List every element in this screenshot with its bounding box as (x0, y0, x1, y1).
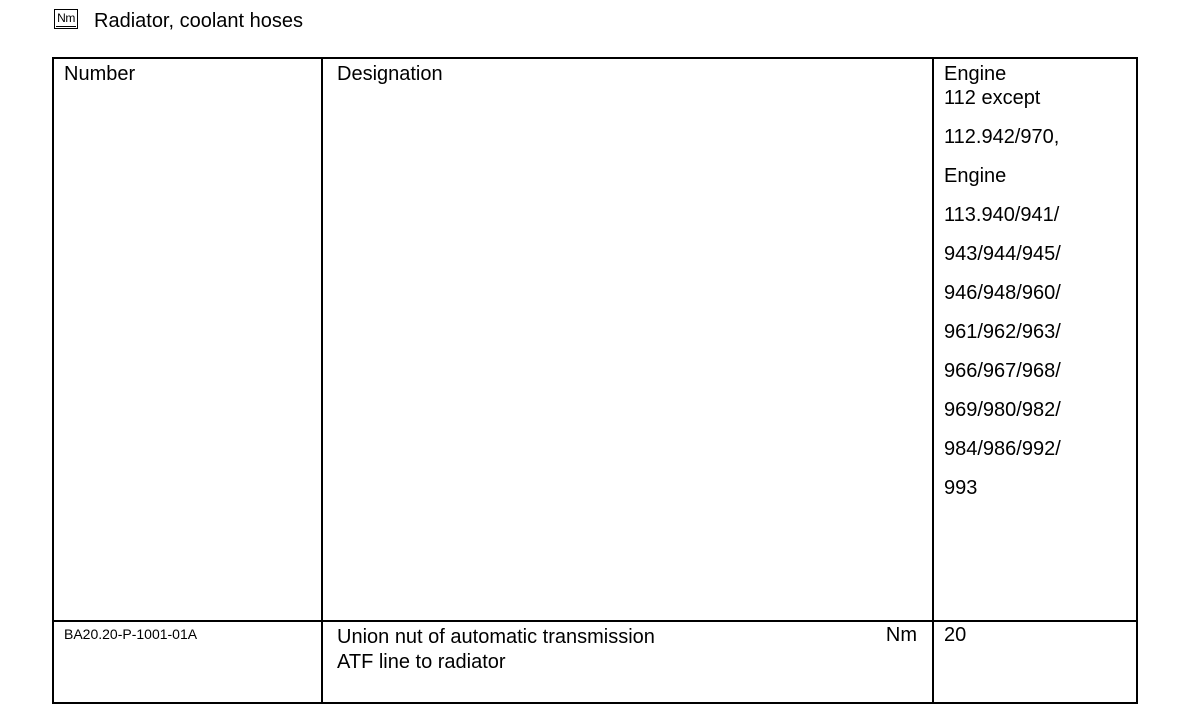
torque-value: 20 (944, 624, 967, 646)
torque-spec-table (52, 57, 1138, 704)
engine-line: 946/948/960/ (944, 282, 1061, 304)
engine-line: 961/962/963/ (944, 321, 1061, 343)
designation-line-2: ATF line to radiator (337, 651, 506, 673)
header-cell-engine (933, 58, 1137, 621)
engine-applicability-list (944, 86, 1126, 500)
designation-line-1: Union nut of automatic transmission (337, 626, 655, 648)
engine-header-block (934, 59, 1136, 500)
page-title: Radiator, coolant hoses (94, 10, 304, 32)
column-header-engine: Engine (944, 63, 1007, 85)
column-header-number: Number (64, 63, 136, 85)
engine-line: Engine (944, 165, 1007, 187)
column-header-designation: Designation (337, 63, 443, 85)
designation-block (323, 622, 932, 675)
engine-line: 112.942/970, (944, 126, 1060, 148)
number-cell (53, 621, 322, 703)
part-number: BA20.20-P-1001-01A (64, 626, 198, 642)
header-cell-designation (322, 58, 933, 621)
table-row (53, 621, 1137, 703)
designation-cell (322, 621, 933, 703)
engine-line: 112 except (944, 87, 1041, 109)
engine-line: 969/980/982/ (944, 399, 1061, 421)
unit-label: Nm (885, 624, 917, 646)
header-cell-number (53, 58, 322, 621)
engine-line: 984/986/992/ (944, 438, 1061, 460)
table-header-row (53, 58, 1137, 621)
nm-torque-icon: Nm (54, 9, 78, 29)
engine-line: 993 (944, 477, 978, 499)
value-cell (933, 621, 1137, 703)
engine-line: 943/944/945/ (944, 243, 1061, 265)
engine-line: 113.940/941/ (944, 204, 1060, 226)
engine-line: 966/967/968/ (944, 360, 1061, 382)
